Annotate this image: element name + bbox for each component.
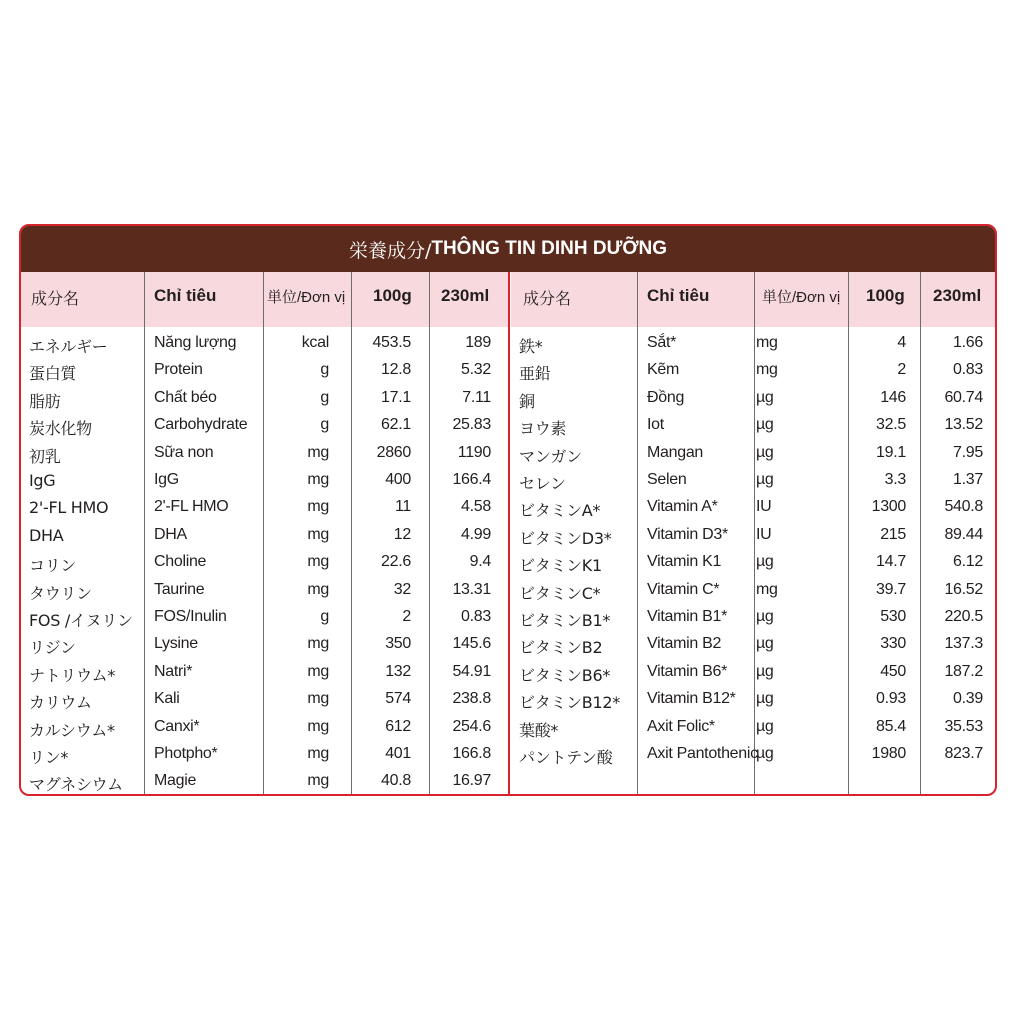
cell-230ml: 540.8 — [944, 498, 983, 516]
table-row — [511, 577, 997, 604]
cell-100g: 4 — [897, 334, 906, 351]
cell-100g: 3.3 — [884, 471, 906, 488]
cell-unit: µg — [756, 416, 774, 434]
cell-230ml: 1190 — [457, 443, 491, 461]
cell-name-jp: FOS /イヌリン — [29, 611, 133, 630]
cell-name-jp: IgG — [29, 471, 56, 490]
cell-100g: 612 — [385, 717, 411, 735]
cell-100g: 401 — [385, 745, 411, 762]
cell-100g: 330 — [880, 635, 906, 653]
table-row — [21, 714, 509, 741]
cell-name-jp: ビタミンB1* — [519, 611, 611, 630]
cell-name-jp: ビタミンD3* — [519, 528, 612, 548]
cell-name-vi: Năng lượng — [154, 334, 237, 351]
cell-100g: 19.1 — [876, 443, 906, 461]
cell-unit: mg — [756, 334, 778, 351]
cell-100g: 146 — [880, 388, 906, 406]
cell-name-jp: パントテン酸 — [519, 748, 613, 767]
cell-unit: mg — [307, 580, 329, 598]
cell-name-vi: Selen — [647, 471, 687, 488]
cell-name-jp: 炭水化物 — [29, 419, 92, 439]
cell-name-jp: 蛋白質 — [29, 364, 77, 384]
cell-name-vi: FOS/Inulin — [154, 608, 227, 625]
cell-unit: µg — [756, 690, 774, 708]
header-name-jp: 成分名 — [31, 289, 80, 308]
cell-unit: µg — [756, 608, 774, 625]
table-row — [511, 494, 997, 521]
cell-100g: 12 — [393, 525, 411, 543]
cell-unit: mg — [756, 361, 778, 379]
cell-unit: mg — [307, 525, 329, 543]
cell-name-vi: Kali — [154, 690, 180, 708]
cell-name-jp: セレン — [519, 474, 566, 493]
cell-100g: 12.8 — [381, 361, 411, 379]
table-row — [511, 604, 997, 631]
cell-230ml: 4.99 — [461, 525, 491, 543]
cell-unit: IU — [756, 525, 772, 543]
cell-unit: kcal — [301, 334, 329, 351]
cell-name-jp: ヨウ素 — [519, 419, 567, 439]
cell-100g: 2860 — [376, 443, 411, 461]
cell-100g: 450 — [880, 662, 906, 680]
table-row — [21, 549, 509, 576]
cell-230ml: 1.66 — [953, 334, 983, 351]
cell-name-jp: コリン — [29, 556, 77, 576]
table-row — [21, 385, 509, 412]
cell-230ml: 6.12 — [953, 553, 983, 571]
cell-100g: 0.93 — [876, 690, 906, 708]
cell-230ml: 9.4 — [469, 553, 491, 571]
header-230ml: 230ml — [441, 286, 490, 305]
table-row — [511, 686, 997, 713]
cell-230ml: 13.52 — [944, 416, 983, 434]
cell-name-vi: Axit Pantothenic — [647, 745, 758, 762]
cell-100g: 11 — [394, 498, 411, 516]
cell-name-vi: 2'-FL HMO — [154, 498, 229, 516]
cell-name-vi: Vitamin B1* — [647, 608, 728, 625]
cell-230ml: 13.31 — [452, 580, 491, 598]
table-row — [21, 741, 509, 768]
cell-name-jp: 亜鉛 — [519, 364, 551, 384]
cell-230ml: 35.53 — [944, 717, 983, 735]
table-row — [21, 659, 509, 686]
cell-230ml: 4.58 — [461, 498, 491, 516]
table-row — [21, 330, 509, 357]
cell-unit: µg — [756, 717, 774, 735]
cell-name-jp: カリウム — [29, 693, 92, 713]
cell-name-jp: 初乳 — [29, 446, 61, 466]
table-row — [21, 522, 509, 549]
cell-unit: mg — [307, 772, 329, 790]
cell-unit: µg — [756, 635, 774, 653]
cell-230ml: 145.6 — [452, 635, 491, 653]
cell-name-vi: Mangan — [647, 443, 704, 461]
cell-name-vi: DHA — [154, 525, 187, 543]
cell-100g: 85.4 — [876, 717, 906, 735]
cell-name-vi: Taurine — [154, 580, 205, 598]
cell-name-jp: ビタミンB12* — [519, 693, 620, 713]
nutrition-table — [19, 224, 997, 796]
header-name-vi: Chỉ tiêu — [154, 286, 217, 305]
cell-name-jp: リン* — [29, 748, 69, 767]
cell-230ml: 89.44 — [944, 525, 983, 543]
center-divider — [508, 272, 510, 796]
cell-unit: µg — [756, 471, 774, 488]
cell-100g: 22.6 — [381, 553, 411, 571]
cell-name-jp: タウリン — [29, 583, 92, 603]
table-row — [511, 549, 997, 576]
cell-100g: 32 — [393, 580, 411, 598]
table-row — [21, 768, 509, 795]
table-row — [21, 631, 509, 658]
cell-100g: 574 — [385, 690, 411, 708]
cell-name-vi: Vitamin D3* — [647, 525, 728, 543]
cell-name-jp: 脂肪 — [29, 391, 61, 411]
cell-100g: 17.1 — [381, 388, 411, 406]
cell-name-vi: Đồng — [647, 388, 685, 406]
cell-name-vi: Vitamin A* — [647, 498, 718, 516]
cell-name-jp: カルシウム* — [29, 720, 115, 740]
table-row — [511, 412, 997, 439]
cell-230ml: 823.7 — [944, 745, 983, 762]
cell-name-jp: ナトリウム* — [29, 665, 116, 685]
left-table — [21, 272, 509, 796]
cell-name-vi: Natri* — [154, 662, 193, 680]
cell-unit: g — [320, 361, 329, 379]
cell-100g: 39.7 — [876, 580, 906, 598]
cell-name-vi: Photpho* — [154, 745, 218, 762]
cell-unit: µg — [756, 553, 774, 571]
table-row — [21, 494, 509, 521]
cell-name-jp: リジン — [29, 638, 76, 658]
header-unit: 単位/Đơn vị — [267, 289, 346, 306]
cell-name-vi: Lysine — [154, 635, 198, 653]
table-row — [511, 385, 997, 412]
cell-name-vi: Choline — [154, 553, 207, 571]
cell-name-jp: ビタミンB6* — [519, 665, 611, 685]
table-row — [21, 357, 509, 384]
cell-name-vi: Vitamin B6* — [647, 662, 728, 680]
cell-name-jp: 銅 — [519, 391, 535, 411]
table-row — [511, 714, 997, 741]
header-100g: 100g — [866, 286, 905, 305]
cell-unit: mg — [307, 717, 329, 735]
cell-230ml: 0.83 — [461, 608, 491, 625]
title-vi: THÔNG TIN DINH DƯỠNG — [431, 238, 668, 259]
cell-230ml: 7.95 — [953, 443, 983, 461]
table-row — [511, 440, 997, 467]
cell-100g: 400 — [385, 471, 411, 488]
cell-name-vi: Carbohydrate — [154, 416, 248, 434]
cell-100g: 2 — [402, 608, 411, 625]
cell-unit: mg — [307, 498, 329, 516]
cell-name-jp: マンガン — [519, 446, 582, 466]
cell-unit: g — [320, 416, 329, 434]
table-row — [511, 631, 997, 658]
table-row — [21, 577, 509, 604]
cell-230ml: 1.37 — [953, 471, 983, 488]
cell-name-vi: Magie — [154, 772, 197, 790]
cell-unit: mg — [307, 443, 329, 461]
table-row — [511, 522, 997, 549]
cell-unit: µg — [756, 662, 774, 680]
cell-230ml: 7.11 — [462, 388, 491, 406]
cell-name-jp: DHA — [29, 525, 64, 545]
cell-name-vi: Canxi* — [154, 717, 200, 735]
cell-unit: mg — [307, 662, 329, 680]
cell-230ml: 16.52 — [944, 580, 983, 598]
cell-230ml: 54.91 — [452, 662, 491, 680]
cell-name-vi: Chất béo — [154, 388, 217, 406]
cell-name-jp: 葉酸* — [519, 720, 559, 740]
cell-100g: 14.7 — [876, 553, 906, 571]
table-row — [511, 357, 997, 384]
cell-unit: mg — [307, 471, 329, 488]
cell-unit: mg — [756, 580, 778, 598]
cell-100g: 1300 — [871, 498, 906, 516]
cell-name-jp: ビタミンC* — [519, 583, 601, 603]
cell-230ml: 25.83 — [452, 416, 491, 434]
table-row — [21, 604, 509, 631]
cell-name-vi: Vitamin B2 — [647, 635, 722, 653]
table-row — [21, 412, 509, 439]
header-name-vi: Chỉ tiêu — [647, 286, 710, 305]
right-table — [511, 272, 997, 796]
cell-unit: mg — [307, 745, 329, 762]
table-row — [21, 467, 509, 494]
cell-230ml: 0.39 — [953, 690, 983, 708]
cell-unit: mg — [307, 553, 329, 571]
title-jp: 栄養成分/ — [348, 239, 432, 262]
table-row — [511, 741, 997, 768]
cell-name-vi: Sữa non — [154, 443, 214, 461]
cell-name-vi: IgG — [154, 471, 179, 488]
cell-unit: mg — [307, 690, 329, 708]
cell-230ml: 0.83 — [953, 361, 983, 379]
cell-230ml: 16.97 — [452, 772, 491, 790]
header-100g: 100g — [373, 286, 412, 305]
cell-name-vi: Sắt* — [647, 334, 677, 351]
cell-name-jp: 2'-FL HMO — [29, 498, 109, 518]
cell-100g: 32.5 — [876, 416, 906, 434]
cell-unit: g — [320, 608, 329, 625]
cell-100g: 530 — [880, 608, 906, 625]
header-unit: 単位/Đơn vị — [762, 289, 841, 306]
cell-unit: µg — [756, 388, 774, 406]
cell-name-jp: エネルギー — [29, 337, 108, 356]
cell-name-vi: Vitamin B12* — [647, 690, 736, 708]
cell-100g: 215 — [880, 525, 906, 543]
cell-100g: 1980 — [871, 745, 906, 762]
cell-100g: 2 — [897, 361, 906, 379]
table-row — [21, 440, 509, 467]
cell-name-vi: Vitamin C* — [647, 580, 720, 598]
header-name-jp: 成分名 — [523, 289, 572, 308]
cell-230ml: 137.3 — [944, 635, 983, 653]
cell-unit: µg — [756, 745, 774, 762]
header-230ml: 230ml — [933, 286, 982, 305]
cell-230ml: 166.8 — [452, 745, 491, 762]
cell-name-vi: Protein — [154, 361, 203, 379]
cell-230ml: 166.4 — [452, 471, 491, 488]
cell-100g: 40.8 — [381, 772, 411, 790]
cell-name-vi: Iot — [647, 416, 664, 434]
cell-name-vi: Kẽm — [647, 361, 679, 379]
table-title — [21, 226, 995, 272]
table-row — [511, 330, 997, 357]
table-row — [511, 659, 997, 686]
cell-100g: 350 — [385, 635, 411, 653]
cell-100g: 62.1 — [381, 416, 411, 434]
cell-230ml: 220.5 — [944, 608, 983, 625]
cell-name-jp: ビタミンA* — [519, 501, 601, 521]
cell-unit: g — [320, 388, 329, 406]
cell-230ml: 5.32 — [461, 361, 491, 379]
cell-unit: µg — [756, 443, 774, 461]
cell-name-jp: 鉄* — [519, 337, 543, 356]
cell-name-vi: Axit Folic* — [647, 717, 715, 735]
cell-name-vi: Vitamin K1 — [647, 553, 722, 571]
cell-230ml: 189 — [465, 334, 491, 351]
cell-name-jp: ビタミンK1 — [519, 556, 602, 576]
cell-230ml: 254.6 — [452, 717, 491, 735]
cell-unit: IU — [756, 498, 772, 516]
cell-name-jp: マグネシウム — [29, 775, 123, 795]
cell-unit: mg — [307, 635, 329, 653]
cell-230ml: 60.74 — [944, 388, 983, 406]
cell-100g: 132 — [385, 662, 411, 680]
table-row — [511, 467, 997, 494]
cell-230ml: 187.2 — [944, 662, 983, 680]
table-row — [21, 686, 509, 713]
cell-name-jp: ビタミンB2 — [519, 638, 603, 658]
cell-230ml: 238.8 — [452, 690, 491, 708]
cell-100g: 453.5 — [372, 334, 411, 351]
